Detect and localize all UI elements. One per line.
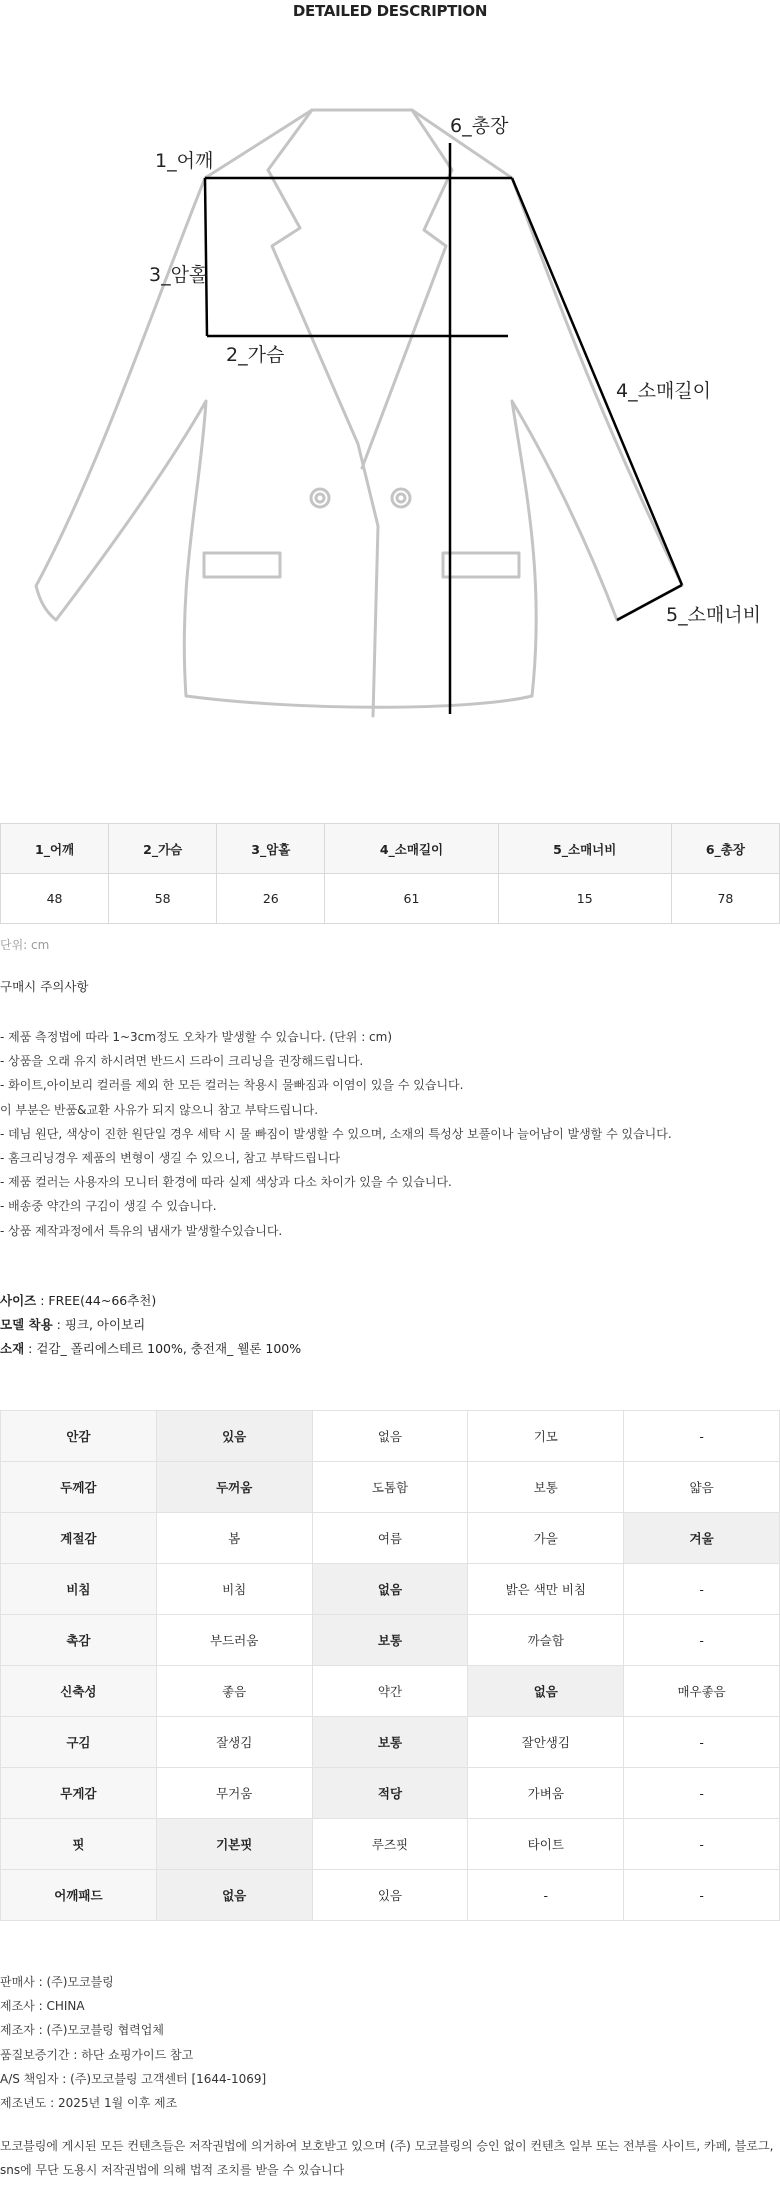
fabric-option: 좋음 <box>156 1666 312 1717</box>
notice-item: - 상품을 오래 유지 하시려면 반드시 드라이 크리닝을 권장해드립니다. <box>0 1054 364 1069</box>
info-item: A/S 책임자 : (주)모코블링 고객센터 [1644-1069] <box>0 2071 267 2086</box>
fabric-option-selected: 없음 <box>156 1870 312 1921</box>
fabric-row <box>1 1411 780 1462</box>
fabric-option-selected: 적당 <box>312 1768 468 1819</box>
size-value-cell: 48 <box>1 874 109 924</box>
size-header-cell: 3_암홀 <box>217 824 325 874</box>
size-header-cell: 6_총장 <box>671 824 779 874</box>
fabric-option: 기모 <box>468 1411 624 1462</box>
fabric-option: 까슬함 <box>468 1615 624 1666</box>
copyright-notice: 모코블링에 게시된 모든 컨텐츠들은 저작권법에 의거하여 보호받고 있으며 (주) 모코블링의 승인 없이 컨텐츠 일부 또는 전부를 사이트, 카페, 블로그, sns에 무단 도용시 저작권법에 의해 법적 조치를 받을 수 있습니다 <box>0 2139 774 2177</box>
fabric-option: - <box>624 1870 780 1921</box>
fabric-row <box>1 1819 780 1870</box>
fabric-option: - <box>624 1717 780 1768</box>
label-sleeve-length: 4_소매길이 <box>616 380 712 402</box>
spec-model-value: : 핑크, 아이보리 <box>52 1317 146 1333</box>
fabric-option-selected: 없음 <box>468 1666 624 1717</box>
fabric-row <box>1 1666 780 1717</box>
fabric-option: - <box>624 1564 780 1615</box>
fabric-row <box>1 1717 780 1768</box>
label-chest: 2_가슴 <box>226 344 285 366</box>
fabric-option: 가벼움 <box>468 1768 624 1819</box>
label-sleeve-width: 5_소매너비 <box>666 604 762 626</box>
unit-note: 단위: cm <box>0 938 50 952</box>
size-header-cell: 2_가슴 <box>109 824 217 874</box>
spec-material-value: : 겉감_ 폴리에스테르 100%, 충전재_ 웰론 100% <box>24 1341 302 1357</box>
notice-item: - 홈크리닝경우 제품의 변형이 생길 수 있으니, 참고 부탁드립니다 <box>0 1151 341 1166</box>
info-item: 판매사 : (주)모코블링 <box>0 1975 114 1989</box>
fabric-option: 매우좋음 <box>624 1666 780 1717</box>
fabric-option: 도톰함 <box>312 1462 468 1513</box>
fabric-option: 없음 <box>312 1411 468 1462</box>
fabric-option-selected: 기본핏 <box>156 1819 312 1870</box>
product-info-list <box>0 1970 266 2115</box>
notice-item: - 데님 원단, 색상이 진한 원단일 경우 세탁 시 물 빠짐이 발생할 수 있으며, 소재의 특성상 보풀이나 늘어남이 발생할 수 있습니다. <box>0 1126 672 1141</box>
fabric-option: 비침 <box>156 1564 312 1615</box>
fabric-option: 봄 <box>156 1513 312 1564</box>
fabric-option: 있음 <box>312 1870 468 1921</box>
fabric-attribute-name: 안감 <box>1 1411 157 1462</box>
spec-model-label: 모델 착용 <box>0 1317 53 1333</box>
jacket-illustration <box>0 96 780 736</box>
fabric-option: - <box>624 1819 780 1870</box>
jacket-size-diagram <box>0 96 780 736</box>
fabric-attribute-name: 계절감 <box>1 1513 157 1564</box>
size-value-cell: 15 <box>498 874 671 924</box>
spec-size-label: 사이즈 <box>0 1293 37 1308</box>
notice-item: 이 부분은 반품&교환 사유가 되지 않으니 참고 부탁드립니다. <box>0 1102 319 1117</box>
spec-size-value: : FREE(44~66추천) <box>36 1293 157 1308</box>
fabric-row <box>1 1564 780 1615</box>
size-header-cell: 4_소매길이 <box>325 824 498 874</box>
page-title: DETAILED DESCRIPTION <box>292 2 488 20</box>
fabric-attribute-name: 촉감 <box>1 1615 157 1666</box>
fabric-option: - <box>468 1870 624 1921</box>
notice-item: - 제품 측정법에 따라 1~3cm정도 오차가 발생할 수 있습니다. (단위 : cm) <box>0 1030 393 1044</box>
size-header-cell: 5_소매너비 <box>498 824 671 874</box>
notice-item: - 제품 컬러는 사용자의 모니터 환경에 따라 실제 색상과 다소 차이가 있을 수 있습니다. <box>0 1175 452 1190</box>
fabric-attribute-name: 무게감 <box>1 1768 157 1819</box>
fabric-option-selected: 보통 <box>312 1717 468 1768</box>
fabric-option: 약간 <box>312 1666 468 1717</box>
fabric-option: 무거움 <box>156 1768 312 1819</box>
fabric-option: 루즈핏 <box>312 1819 468 1870</box>
fabric-attribute-name: 신축성 <box>1 1666 157 1717</box>
fabric-option: 잘안생김 <box>468 1717 624 1768</box>
product-specs <box>0 1289 301 1362</box>
fabric-option: 보통 <box>468 1462 624 1513</box>
fabric-option: - <box>624 1615 780 1666</box>
fabric-option: 얇음 <box>624 1462 780 1513</box>
fabric-option-selected: 보통 <box>312 1615 468 1666</box>
notice-title: 구매시 주의사항 <box>0 979 89 994</box>
size-value-cell: 26 <box>217 874 325 924</box>
fabric-option-selected: 있음 <box>156 1411 312 1462</box>
size-table-header-row <box>1 824 780 874</box>
spec-material <box>0 1337 301 1361</box>
fabric-option: 잘생김 <box>156 1717 312 1768</box>
fabric-option-selected: 없음 <box>312 1564 468 1615</box>
info-item: 제조년도 : 2025년 1월 이후 제조 <box>0 2096 178 2111</box>
fabric-option: 가을 <box>468 1513 624 1564</box>
spec-size <box>0 1289 301 1313</box>
spec-model <box>0 1313 301 1337</box>
fabric-option-selected: 두꺼움 <box>156 1462 312 1513</box>
fabric-option: - <box>624 1768 780 1819</box>
label-armhole: 3_암홀 <box>149 264 208 286</box>
notice-item: - 화이트,아이보리 컬러를 제외 한 모든 컬러는 착용시 물빠짐과 이염이 있을 수 있습니다. <box>0 1078 464 1093</box>
size-value-cell: 78 <box>671 874 779 924</box>
fabric-option: - <box>624 1411 780 1462</box>
fabric-option-selected: 겨울 <box>624 1513 780 1564</box>
fabric-attribute-name: 비침 <box>1 1564 157 1615</box>
label-shoulder: 1_어깨 <box>155 150 214 172</box>
size-table <box>0 823 780 924</box>
info-item: 품질보증기간 : 하단 쇼핑가이드 참고 <box>0 2047 194 2062</box>
fabric-info-table <box>0 1410 780 1921</box>
fabric-row <box>1 1513 780 1564</box>
fabric-row <box>1 1768 780 1819</box>
spec-material-label: 소재 <box>0 1341 25 1357</box>
fabric-option: 여름 <box>312 1513 468 1564</box>
size-value-cell: 58 <box>109 874 217 924</box>
info-item: 제조자 : (주)모코블링 협력업체 <box>0 2023 164 2038</box>
fabric-attribute-name: 핏 <box>1 1819 157 1870</box>
fabric-option: 부드러움 <box>156 1615 312 1666</box>
fabric-row <box>1 1870 780 1921</box>
info-item: 제조사 : CHINA <box>0 1999 85 2014</box>
notice-item: - 배송중 약간의 구김이 생길 수 있습니다. <box>0 1199 217 1214</box>
size-header-cell: 1_어깨 <box>1 824 109 874</box>
notice-list <box>0 1025 672 1243</box>
fabric-option: 타이트 <box>468 1819 624 1870</box>
size-table-value-row <box>1 874 780 924</box>
notice-item: - 상품 제작과정에서 특유의 냄새가 발생할수있습니다. <box>0 1223 283 1238</box>
fabric-attribute-name: 두께감 <box>1 1462 157 1513</box>
fabric-option: 밝은 색만 비침 <box>468 1564 624 1615</box>
fabric-attribute-name: 구김 <box>1 1717 157 1768</box>
size-value-cell: 61 <box>325 874 498 924</box>
fabric-attribute-name: 어깨패드 <box>1 1870 157 1921</box>
fabric-row <box>1 1615 780 1666</box>
label-total-length: 6_총장 <box>450 115 509 137</box>
fabric-row <box>1 1462 780 1513</box>
